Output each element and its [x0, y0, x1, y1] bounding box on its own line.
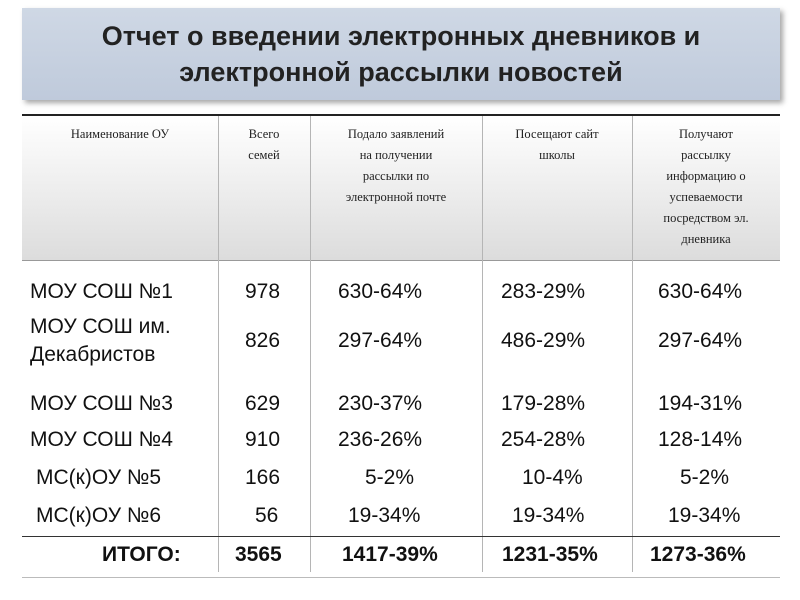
row-applied: 5-2%	[365, 466, 415, 489]
row-families: 629	[245, 392, 281, 415]
row-site: 10-4%	[522, 466, 583, 489]
row-applied: 630-64%	[338, 280, 423, 303]
row-applied: 230-37%	[338, 392, 423, 415]
report-table	[22, 114, 780, 578]
total-label: ИТОГО:	[102, 543, 181, 566]
column-divider	[310, 116, 311, 572]
row-families: 978	[245, 280, 281, 303]
row-families: 826	[245, 329, 281, 352]
row-diary: 5-2%	[680, 466, 730, 489]
column-divider	[632, 116, 633, 572]
header-visit-site: Посещают сайт школы	[515, 127, 599, 162]
row-site: 486-29%	[501, 329, 586, 352]
header-name-ou: Наименование ОУ	[70, 127, 170, 141]
total-divider	[22, 536, 780, 537]
row-name: МОУ СОШ №3	[30, 392, 173, 415]
row-families: 56	[255, 504, 279, 527]
total-site: 1231-35%	[502, 543, 598, 566]
row-name: МС(к)ОУ №5	[36, 466, 162, 489]
row-diary: 194-31%	[658, 392, 743, 415]
row-diary: 19-34%	[668, 504, 741, 527]
row-name: МОУ СОШ им.	[30, 315, 171, 338]
table-bottom-border	[22, 577, 780, 578]
column-divider	[482, 116, 483, 572]
row-diary: 630-64%	[658, 280, 743, 303]
row-applied: 297-64%	[338, 329, 423, 352]
row-diary: 297-64%	[658, 329, 743, 352]
report-title-line-1: Отчет о введении электронных дневников и	[101, 21, 701, 51]
row-site: 19-34%	[512, 504, 585, 527]
report-title-line-2: электронной рассылки новостей	[179, 57, 623, 87]
row-name-line-2: Декабристов	[30, 343, 156, 366]
header-diary-mailing: Получают рассылку информацию о успеваемости посредством эл. дневника	[663, 127, 749, 246]
row-applied: 236-26%	[338, 428, 423, 451]
row-diary: 128-14%	[658, 428, 743, 451]
report-title	[22, 8, 780, 100]
row-families: 166	[245, 466, 281, 489]
row-name: МОУ СОШ №4	[30, 428, 173, 451]
total-applied: 1417-39%	[342, 543, 438, 566]
row-families: 910	[245, 428, 281, 451]
table-header	[22, 114, 780, 261]
row-applied: 19-34%	[348, 504, 421, 527]
row-site: 254-28%	[501, 428, 586, 451]
header-total-families: Всего семей	[248, 127, 280, 162]
row-site: 179-28%	[501, 392, 586, 415]
row-name: МС(к)ОУ №6	[36, 504, 162, 527]
total-families: 3565	[235, 543, 282, 566]
row-site: 283-29%	[501, 280, 586, 303]
total-diary: 1273-36%	[650, 543, 746, 566]
column-divider	[218, 116, 219, 572]
header-applied-email: Подало заявлений на получении рассылки по электронной почте	[345, 127, 447, 204]
row-name: МОУ СОШ №1	[30, 280, 173, 303]
